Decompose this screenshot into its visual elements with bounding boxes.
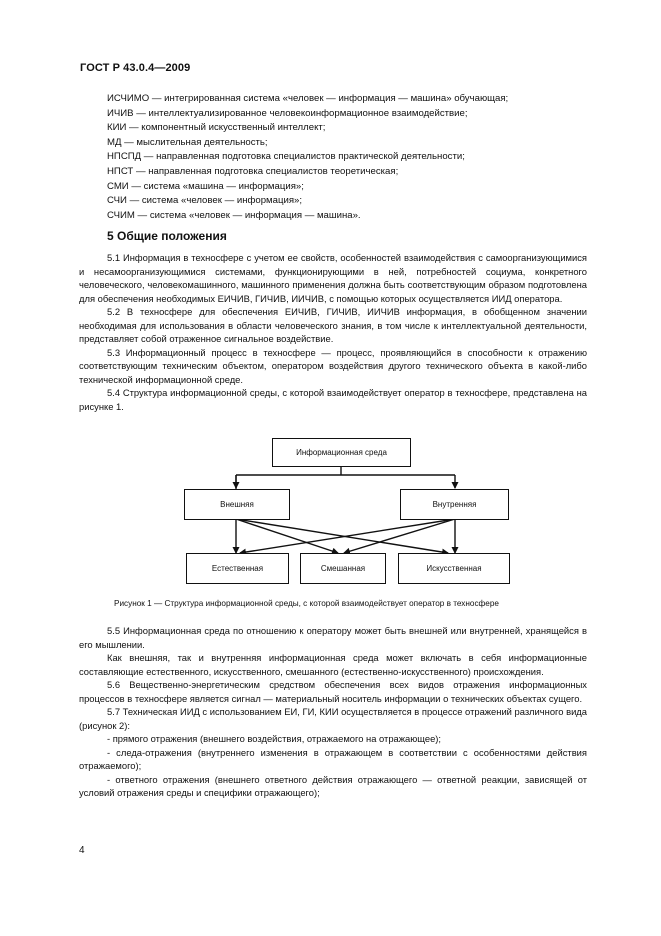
body-text-after-figure [79, 624, 587, 800]
diagram-box-internal: Внутренняя [400, 489, 509, 520]
abbreviations-list [107, 92, 607, 223]
abbreviation-item: ИСЧИМО — интегрированная система «человек — информация — машина» обучающая; [107, 93, 509, 104]
paragraph: Как внешняя, так и внутренняя информационная среда может включать в себя информационные составляющие естественного, искусственного, смешанного (естественно-искусственного) происхождения. [79, 652, 587, 677]
body-text-before-figure [79, 251, 587, 413]
abbreviation-item: СМИ — система «машина — информация»; [107, 180, 304, 192]
diagram-box-external: Внешняя [184, 489, 290, 520]
abbreviation-item: ИЧИВ — интеллектуализированное человекоинформационное взаимодействие; [107, 107, 468, 119]
diagram-box-mixed: Смешанная [300, 553, 386, 584]
abbreviation-item: НПСПД — направленная подготовка специалистов практической деятельности; [107, 151, 465, 163]
abbreviation-item: НПСТ — направленная подготовка специалистов теоретическая; [107, 165, 399, 177]
list-item: - следа-отражения (внутреннего изменения в отражающем в соответствии с особенностями действия отражаемого); [79, 746, 587, 771]
document-header: ГОСТ Р 43.0.4—2009 [80, 62, 191, 74]
paragraph: 5.7 Техническая ИИД с использованием ЕИ, ГИ, КИИ осуществляется в процессе отражений различного вида (рисунок 2): [79, 706, 587, 731]
abbreviation-item: МД — мыслительная деятельность; [107, 136, 268, 148]
diagram-box-information-environment: Информационная среда [272, 438, 411, 467]
connector-arrow [344, 519, 455, 553]
figure-caption: Рисунок 1 — Структура информационной среды, с которой взаимодействует оператор в техносфере [114, 599, 499, 608]
abbreviation-item: СЧИМ — система «человек — информация — машина». [107, 209, 361, 221]
connector-arrow [236, 519, 338, 553]
connector-arrow [240, 519, 455, 553]
page-number: 4 [79, 845, 85, 856]
list-item: - прямого отражения (внешнего воздействия, отражаемого на отражающее); [107, 733, 442, 744]
paragraph: 5.3 Информационный процесс в техносфере — процесс, проявляющийся в способности к отражению соответствующим техническим объектом, оператором воздействия другого технического объекта в какой-либо технической информационной среде. [79, 346, 587, 385]
section-title: 5 Общие положения [107, 229, 227, 243]
diagram-box-artificial: Искусственная [398, 553, 510, 584]
abbreviation-item: СЧИ — система «человек — информация»; [107, 195, 303, 207]
list-item: - ответного отражения (внешнего ответного действия отражающего — ответной реакции, зависящей от условий отражения среды и специфики отражающего); [79, 773, 587, 798]
connector-arrow [236, 519, 448, 553]
diagram-box-natural: Естественная [186, 553, 289, 584]
paragraph: 5.4 Структура информационной среды, с которой взаимодействует оператор в техносфере, представлена на рисунке 1. [79, 387, 587, 412]
abbreviation-item: КИИ — компонентный искусственный интеллект; [107, 122, 326, 134]
paragraph: 5.5 Информационная среда по отношению к оператору может быть внешней или внутренней, хранящейся в его мышлении. [79, 625, 587, 650]
paragraph: 5.2 В техносфере для обеспечения ЕИЧИВ, ГИЧИВ, ИИЧИВ информация, в обобщенном значении необходимая для использования в области человеческого знания, в том числе к интеллектуальной деятельности, представляет собой отраженное сигнальное воздействие. [79, 306, 587, 344]
paragraph: 5.6 Вещественно-энергетическим средством обеспечения всех видов отражения информационных процессов в техносфере является сигнал — материальный носитель информации о технических объектах сущего. [79, 679, 587, 704]
paragraph: 5.1 Информация в техносфере с учетом ее свойств, особенностей взаимодействия с самоорганизующимися и несамоорганизующимися системами, функционирующими в ней, потребностей социума, конкретного человеческого, человекомашинного, машинного применения должна быть соответствующим образом подготовлена для обеспечения необходимых ЕИЧИВ, ГИЧИВ, ИИЧИВ, с помощью которых осуществляется ИИД оператора. [79, 252, 587, 304]
